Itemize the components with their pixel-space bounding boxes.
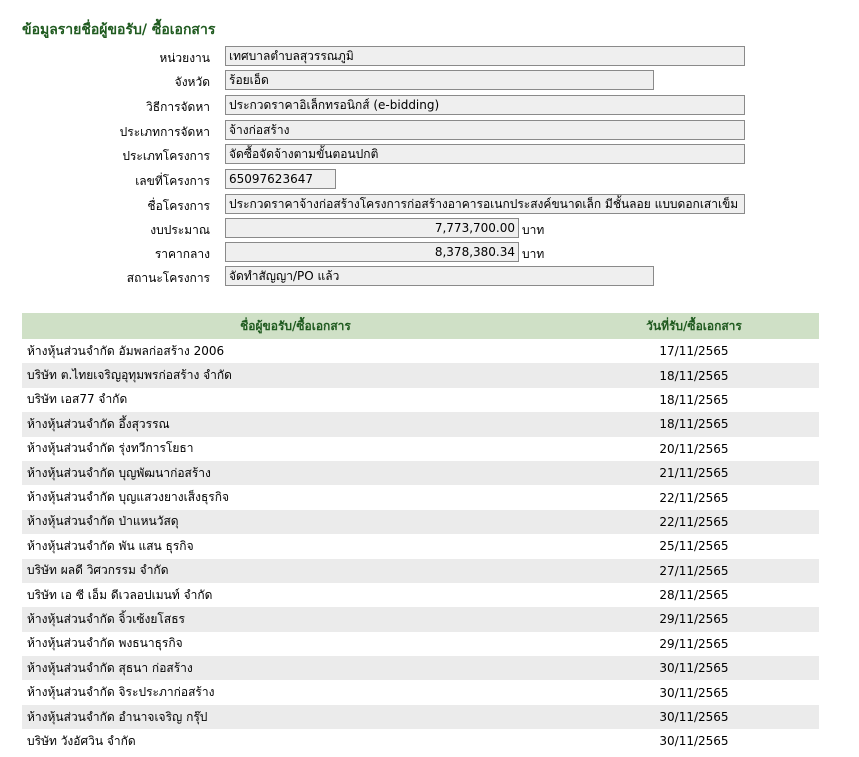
bidder-name-cell: ห้างหุ้นส่วนจำกัด อำนาจเจริญ กรุ๊ป [22, 705, 569, 729]
name-column-header: ชื่อผู้ขอรับ/ซื้อเอกสาร [22, 313, 569, 339]
received-date-cell: 18/11/2565 [569, 363, 819, 387]
bidder-name-cell: ห้างหุ้นส่วนจำกัด พัน แสน ธุรกิจ [22, 534, 569, 558]
procurement-type-label: ประเภทการจัดหา [119, 125, 210, 139]
table-row [22, 363, 819, 387]
table-header-row [22, 313, 819, 339]
status-label: สถานะโครงการ [126, 271, 210, 285]
project-no-field: 65097623647 [225, 169, 336, 189]
table-row [22, 412, 819, 436]
received-date-cell: 30/11/2565 [569, 729, 819, 753]
table-row [22, 485, 819, 509]
row-project-name [0, 194, 859, 216]
median-price-field: 8,378,380.34 [225, 242, 519, 262]
table-row [22, 559, 819, 583]
budget-unit: บาท [522, 223, 545, 237]
table-row [22, 632, 819, 656]
project-type-field: จัดซื้อจัดจ้างตามขั้นตอนปกติ [225, 144, 745, 164]
received-date-cell: 21/11/2565 [569, 461, 819, 485]
row-status [0, 266, 859, 288]
table-row [22, 705, 819, 729]
row-median-price [0, 242, 859, 264]
table-row [22, 607, 819, 631]
received-date-cell: 25/11/2565 [569, 534, 819, 558]
project-name-label: ชื่อโครงการ [147, 199, 210, 213]
bidder-name-cell: ห้างหุ้นส่วนจำกัด บุญแสวงยางเส็งธุรกิจ [22, 485, 569, 509]
received-date-cell: 30/11/2565 [569, 680, 819, 704]
row-budget [0, 218, 859, 240]
bidder-name-cell: ห้างหุ้นส่วนจำกัด ป่าแหนวัสดุ [22, 510, 569, 534]
received-date-cell: 17/11/2565 [569, 339, 819, 363]
row-method [0, 95, 859, 117]
table-row [22, 461, 819, 485]
procurement-type-field: จ้างก่อสร้าง [225, 120, 745, 140]
median-price-label: ราคากลาง [154, 247, 210, 261]
bidder-name-cell: ห้างหุ้นส่วนจำกัด บุญพัฒนาก่อสร้าง [22, 461, 569, 485]
received-date-cell: 28/11/2565 [569, 583, 819, 607]
median-price-unit: บาท [522, 247, 545, 261]
table-row [22, 583, 819, 607]
row-procurement-type [0, 120, 859, 142]
received-date-cell: 30/11/2565 [569, 656, 819, 680]
bidder-table [22, 313, 819, 754]
bidder-name-cell: ห้างหุ้นส่วนจำกัด อัมพลก่อสร้าง 2006 [22, 339, 569, 363]
project-type-label: ประเภทโครงการ [122, 149, 210, 163]
province-label: จังหวัด [174, 75, 210, 89]
bidder-name-cell: ห้างหุ้นส่วนจำกัด จิระประภาก่อสร้าง [22, 680, 569, 704]
received-date-cell: 18/11/2565 [569, 388, 819, 412]
received-date-cell: 29/11/2565 [569, 607, 819, 631]
table-row [22, 680, 819, 704]
received-date-cell: 30/11/2565 [569, 705, 819, 729]
method-label: วิธีการจัดหา [146, 100, 210, 114]
table-row [22, 388, 819, 412]
bidder-name-cell: บริษัท เอส77 จำกัด [22, 388, 569, 412]
project-name-field: ประกวดราคาจ้างก่อสร้างโครงการก่อสร้างอาคารอเนกประสงค์ขนาดเล็ก มีชั้นลอย แบบดอกเสาเข็ม [225, 194, 745, 214]
row-province [0, 70, 859, 92]
agency-label: หน่วยงาน [159, 51, 210, 65]
received-date-cell: 29/11/2565 [569, 632, 819, 656]
table-row [22, 656, 819, 680]
project-no-label: เลขที่โครงการ [135, 174, 210, 188]
row-project-type [0, 144, 859, 166]
received-date-cell: 18/11/2565 [569, 412, 819, 436]
province-field: ร้อยเอ็ด [225, 70, 654, 90]
method-field: ประกวดราคาอิเล็กทรอนิกส์ (e-bidding) [225, 95, 745, 115]
bidder-name-cell: บริษัท เอ ซี เอ็ม ดีเวลอปเมนท์ จำกัด [22, 583, 569, 607]
row-project-no [0, 169, 859, 191]
row-agency [0, 46, 859, 68]
table-row [22, 339, 819, 363]
budget-label: งบประมาณ [150, 223, 210, 237]
bidder-name-cell: บริษัท ต.ไทยเจริญอุทุมพรก่อสร้าง จำกัด [22, 363, 569, 387]
date-column-header: วันที่รับ/ซื้อเอกสาร [569, 313, 819, 339]
bidder-name-cell: ห้างหุ้นส่วนจำกัด จิ้วเซ้งยโสธร [22, 607, 569, 631]
received-date-cell: 27/11/2565 [569, 559, 819, 583]
bidder-name-cell: บริษัท ผลดี วิศวกรรม จำกัด [22, 559, 569, 583]
bidder-name-cell: บริษัท วังอัศวิน จำกัด [22, 729, 569, 753]
status-field: จัดทำสัญญา/PO แล้ว [225, 266, 654, 286]
received-date-cell: 22/11/2565 [569, 485, 819, 509]
table-row [22, 729, 819, 753]
bidder-name-cell: ห้างหุ้นส่วนจำกัด อึ้งสุวรรณ [22, 412, 569, 436]
bidder-name-cell: ห้างหุ้นส่วนจำกัด สุธนา ก่อสร้าง [22, 656, 569, 680]
page-title: ข้อมูลรายชื่อผู้ขอรับ/ ซื้อเอกสาร [22, 22, 216, 38]
received-date-cell: 20/11/2565 [569, 437, 819, 461]
table-row [22, 510, 819, 534]
table-row [22, 437, 819, 461]
agency-field: เทศบาลตำบลสุวรรณภูมิ [225, 46, 745, 66]
received-date-cell: 22/11/2565 [569, 510, 819, 534]
bidder-name-cell: ห้างหุ้นส่วนจำกัด พงธนาธุรกิจ [22, 632, 569, 656]
bidder-name-cell: ห้างหุ้นส่วนจำกัด รุ่งทวีการโยธา [22, 437, 569, 461]
table-row [22, 534, 819, 558]
budget-field: 7,773,700.00 [225, 218, 519, 238]
